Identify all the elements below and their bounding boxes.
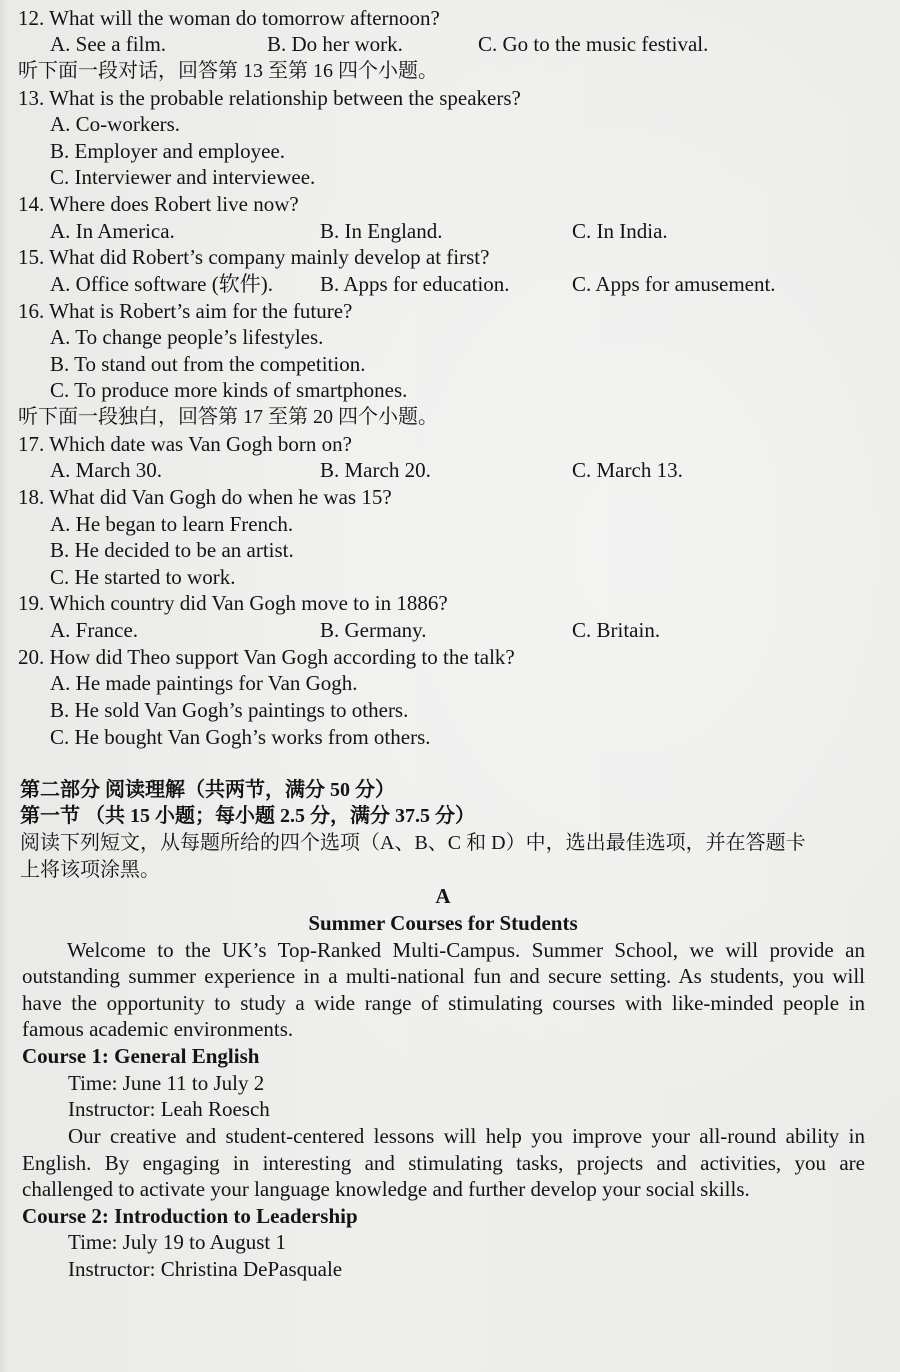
intro-line-3 xyxy=(0,990,900,1017)
directions-line-1 xyxy=(0,830,900,857)
question-16-option-a: A. To change people’s lifestyles. xyxy=(50,325,324,350)
question-19 xyxy=(0,590,900,617)
intro-line-1 xyxy=(0,937,900,964)
question-12-option-b: B. Do her work. xyxy=(267,32,403,57)
course-1-time: Time: June 11 to July 2 xyxy=(68,1070,265,1095)
course-1-description-line-2 xyxy=(0,1150,900,1177)
question-19-option-a: A. France. xyxy=(50,618,139,643)
course-1-instructor-line xyxy=(0,1096,900,1123)
course-2-instructor-line xyxy=(0,1256,900,1283)
question-16-option-b: B. To stand out from the competition. xyxy=(50,351,366,376)
question-18-option-a-line xyxy=(0,511,900,538)
question-16-option-c-line xyxy=(0,377,900,404)
question-18-option-b: B. He decided to be an artist. xyxy=(50,538,294,563)
course-1-instructor: Instructor: Leah Roesch xyxy=(68,1097,270,1122)
course-2-time-line xyxy=(0,1229,900,1256)
section-spacer xyxy=(0,750,900,777)
question-12-option-a: A. See a film. xyxy=(50,32,167,57)
intro-text-2: outstanding summer experience in a multi-national fun and secure setting. As students, you will xyxy=(22,964,865,989)
question-17 xyxy=(0,431,900,458)
question-18-option-c-line xyxy=(0,564,900,591)
intro-line-4 xyxy=(0,1016,900,1043)
course-1-description-2: English. By engaging in interesting and stimulating tasks, projects and activities, you are xyxy=(22,1150,865,1175)
question-14-option-a: A. In America. xyxy=(50,218,175,243)
question-20-option-a: A. He made paintings for Van Gogh. xyxy=(50,671,358,696)
question-15-option-c: C. Apps for amusement. xyxy=(572,271,776,296)
directions-line-2 xyxy=(0,857,900,884)
course-1-description-3: challenged to activate your language knowledge and further develop your social skills. xyxy=(22,1177,750,1202)
question-14-options xyxy=(0,218,900,245)
course-1-description-line-1 xyxy=(0,1123,900,1150)
question-20-option-b: B. He sold Van Gogh’s paintings to others. xyxy=(50,697,409,722)
question-18-option-c: C. He started to work. xyxy=(50,564,236,589)
question-19-option-c: C. Britain. xyxy=(572,618,661,643)
question-13-option-c: C. Interviewer and interviewee. xyxy=(50,165,316,190)
question-17-stem: 17. Which date was Van Gogh born on? xyxy=(18,431,352,456)
question-20-option-c-line xyxy=(0,724,900,751)
question-15 xyxy=(0,244,900,271)
question-16-stem: 16. What is Robert’s aim for the future? xyxy=(18,298,353,323)
section-one-heading xyxy=(0,803,900,830)
question-20 xyxy=(0,644,900,671)
part-two-title: 第二部分 阅读理解（共两节，满分 50 分） xyxy=(20,778,395,801)
question-12-option-c: C. Go to the music festival. xyxy=(478,32,709,57)
intro-text-4: famous academic environments. xyxy=(22,1017,294,1042)
question-16-option-b-line xyxy=(0,351,900,378)
question-17-option-a: A. March 30. xyxy=(50,458,162,483)
passage-label: A xyxy=(435,884,451,909)
question-15-options xyxy=(0,271,900,298)
question-15-stem: 15. What did Robert’s company mainly develop at first? xyxy=(18,245,490,270)
question-15-option-b: B. Apps for education. xyxy=(320,271,510,296)
question-13-option-b: B. Employer and employee. xyxy=(50,138,286,163)
question-20-option-c: C. He bought Van Gogh’s works from others. xyxy=(50,724,431,749)
question-20-option-a-line xyxy=(0,670,900,697)
question-18-stem: 18. What did Van Gogh do when he was 15? xyxy=(18,484,392,509)
passage-title: Summer Courses for Students xyxy=(308,910,578,935)
question-13-option-b-line xyxy=(0,138,900,165)
intro-line-2 xyxy=(0,963,900,990)
question-12 xyxy=(0,5,900,32)
dialogue-instruction-text: 听下面一段对话，回答第 13 至第 16 四个小题。 xyxy=(18,59,438,82)
course-2-time: Time: July 19 to August 1 xyxy=(68,1230,287,1255)
course-1-heading-line xyxy=(0,1043,900,1070)
course-1-description-1: Our creative and student-centered lessons will help you improve your all-round ability in xyxy=(68,1123,865,1148)
question-13-stem: 13. What is the probable relationship between the speakers? xyxy=(18,85,521,110)
question-13-option-a: A. Co-workers. xyxy=(50,112,181,137)
course-1-time-line xyxy=(0,1070,900,1097)
question-16 xyxy=(0,298,900,325)
question-17-options xyxy=(0,457,900,484)
question-12-stem: 12. What will the woman do tomorrow afternoon? xyxy=(18,5,440,30)
question-14-option-b: B. In England. xyxy=(320,218,443,243)
directions-text-2: 上将该项涂黑。 xyxy=(20,858,160,881)
intro-text-1: Welcome to the UK’s Top-Ranked Multi-Campus. Summer School, we will provide an xyxy=(67,937,865,962)
question-13 xyxy=(0,85,900,112)
part-two-heading xyxy=(0,777,900,804)
question-14-option-c: C. In India. xyxy=(572,218,668,243)
question-16-option-a-line xyxy=(0,324,900,351)
course-2-heading-line xyxy=(0,1203,900,1230)
question-20-stem: 20. How did Theo support Van Gogh according to the talk? xyxy=(18,644,515,669)
question-19-options xyxy=(0,617,900,644)
course-1-heading: Course 1: General English xyxy=(22,1044,260,1069)
question-20-option-b-line xyxy=(0,697,900,724)
monologue-instruction-text: 听下面一段独白，回答第 17 至第 20 四个小题。 xyxy=(18,406,438,429)
dialogue-instruction xyxy=(0,58,900,85)
question-13-option-a-line xyxy=(0,111,900,138)
intro-text-3: have the opportunity to study a wide range of stimulating courses with like-minded people in xyxy=(22,990,865,1015)
monologue-instruction xyxy=(0,404,900,431)
question-18-option-a: A. He began to learn French. xyxy=(50,511,294,536)
question-12-options xyxy=(0,31,900,58)
passage-label-line xyxy=(0,883,900,910)
exam-content xyxy=(0,5,900,1283)
question-16-option-c: C. To produce more kinds of smartphones. xyxy=(50,378,408,403)
question-19-stem: 19. Which country did Van Gogh move to in 1886? xyxy=(18,591,448,616)
directions-text-1: 阅读下列短文，从每题所给的四个选项（A、B、C 和 D）中，选出最佳选项，并在答题卡 xyxy=(20,832,806,855)
course-2-instructor: Instructor: Christina DePasquale xyxy=(68,1257,343,1282)
question-15-option-a: A. Office software (软件). xyxy=(50,271,273,296)
course-1-description-line-3 xyxy=(0,1176,900,1203)
question-19-option-b: B. Germany. xyxy=(320,618,427,643)
question-14 xyxy=(0,191,900,218)
question-14-stem: 14. Where does Robert live now? xyxy=(18,192,299,217)
passage-title-line xyxy=(0,910,900,937)
question-17-option-b: B. March 20. xyxy=(320,458,431,483)
question-18-option-b-line xyxy=(0,537,900,564)
question-18 xyxy=(0,484,900,511)
section-one-title: 第一节 （共 15 小题；每小题 2.5 分，满分 37.5 分） xyxy=(20,805,475,828)
question-13-option-c-line xyxy=(0,164,900,191)
question-17-option-c: C. March 13. xyxy=(572,458,683,483)
course-2-heading: Course 2: Introduction to Leadership xyxy=(22,1203,358,1228)
